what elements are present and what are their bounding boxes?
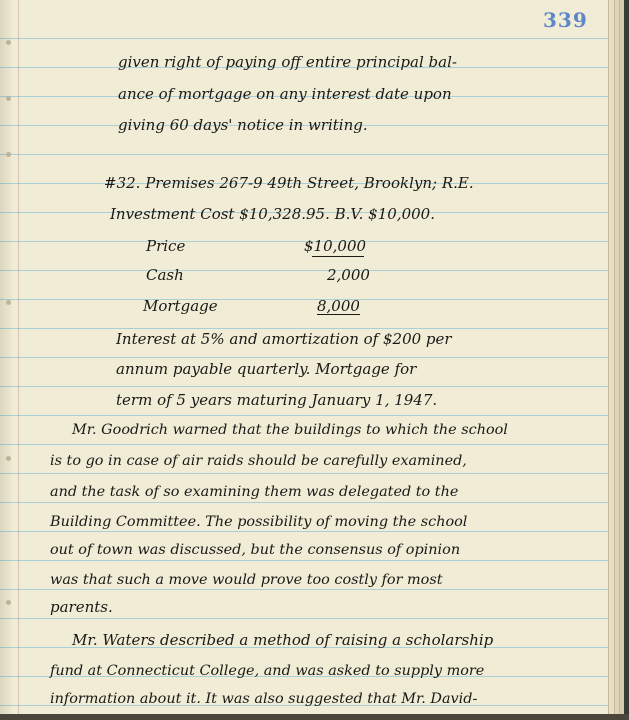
cash-label: Cash: [146, 266, 184, 284]
price-value: $10,000: [304, 237, 367, 255]
binding-hole: [6, 152, 11, 157]
handwritten-line: was that such a move would prove too costly for most: [50, 572, 443, 588]
handwritten-line: and the task of so examining them was delegated to the: [50, 484, 459, 500]
mortgage-value: 8,000: [317, 297, 360, 315]
binding-hole: [6, 300, 11, 305]
handwritten-line: Mr. Goodrich warned that the buildings to which the school: [72, 422, 508, 438]
interest-line: term of 5 years maturing January 1, 1947.: [116, 391, 438, 409]
binding-hole: [6, 600, 11, 605]
premises-heading: #32. Premises 267-9 49th Street, Brooklyn; R.E.: [104, 174, 474, 192]
binding-hole: [6, 456, 11, 461]
price-label: Price: [146, 237, 186, 255]
book-shadow: [0, 714, 629, 720]
handwritten-line: given right of paying off entire principal bal-: [118, 53, 457, 71]
binding-hole: [6, 40, 11, 45]
binding-hole: [6, 96, 11, 101]
handwritten-line: is to go in case of air raids should be carefully examined,: [50, 453, 467, 469]
margin-rule: [18, 0, 19, 714]
handwritten-line: Building Committee. The possibility of moving the school: [50, 514, 468, 530]
mortgage-label: Mortgage: [143, 297, 218, 315]
investment-cost-line: Investment Cost $10,328.95. B.V. $10,000.: [110, 205, 435, 223]
handwritten-line: out of town was discussed, but the consensus of opinion: [50, 542, 461, 558]
handwritten-line: giving 60 days' notice in writing.: [118, 116, 368, 134]
handwritten-line: fund at Connecticut College, and was asked to supply more: [50, 663, 485, 679]
handwritten-line: information about it. It was also suggested that Mr. David-: [50, 691, 478, 707]
cash-value: 2,000: [327, 266, 370, 284]
interest-line: Interest at 5% and amortization of $200 per: [116, 330, 452, 348]
price-underline: [312, 256, 364, 257]
page-number: 339: [543, 8, 588, 32]
handwritten-line: parents.: [50, 598, 113, 616]
handwritten-line: Mr. Waters described a method of raising a scholarship: [72, 631, 494, 649]
handwritten-line: ance of mortgage on any interest date upon: [118, 85, 452, 103]
page-edge: [619, 0, 624, 716]
binding-holes: [6, 0, 12, 714]
interest-line: annum payable quarterly. Mortgage for: [116, 360, 417, 378]
